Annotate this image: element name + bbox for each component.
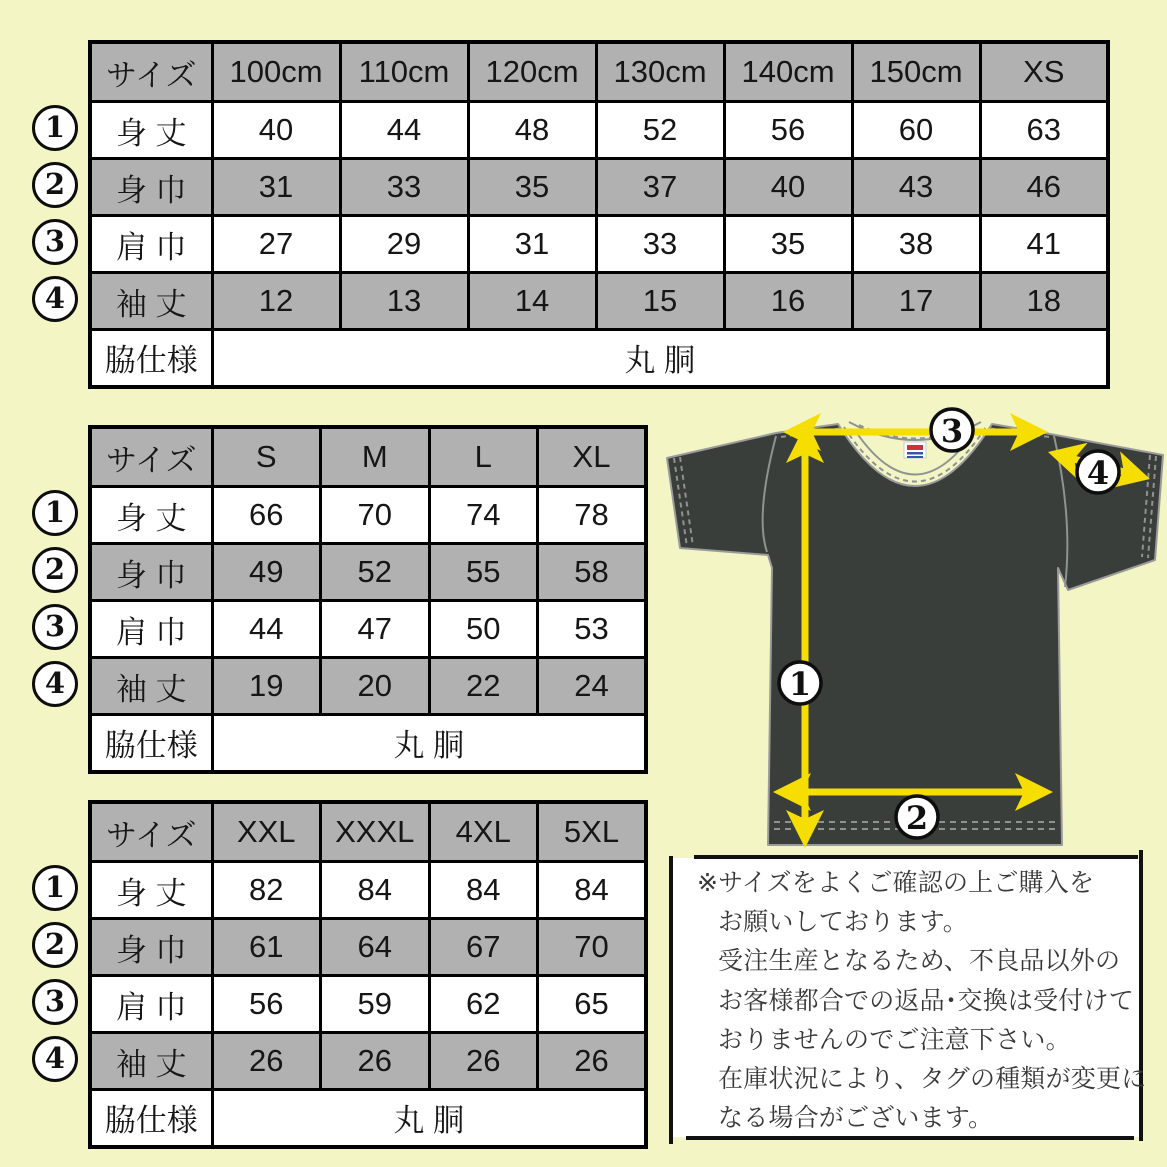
header-cell: 5XL	[538, 802, 647, 862]
row-marker-3: 3	[32, 219, 78, 265]
value-cell: 50	[429, 601, 538, 658]
row-marker-2: 2	[32, 547, 78, 593]
footer-label-cell: 脇仕様	[90, 1090, 212, 1147]
header-cell: 100cm	[212, 42, 340, 102]
value-cell: 65	[538, 976, 647, 1033]
value-cell: 40	[212, 102, 340, 159]
header-row	[90, 427, 646, 487]
footer-label-cell: 脇仕様	[90, 715, 212, 772]
row-label-cell: 袖 丈	[90, 658, 212, 715]
header-cell: XXL	[212, 802, 321, 862]
plus-size-table	[88, 800, 648, 1149]
value-cell: 78	[538, 487, 647, 544]
value-cell: 70	[321, 487, 430, 544]
value-cell: 26	[321, 1033, 430, 1090]
header-cell: サイズ	[90, 42, 212, 102]
header-cell: S	[212, 427, 321, 487]
value-cell: 59	[321, 976, 430, 1033]
row-label-cell: 身 丈	[90, 862, 212, 919]
value-cell: 84	[321, 862, 430, 919]
footer-value-cell: 丸 胴	[212, 715, 646, 772]
header-row	[90, 802, 646, 862]
marker-1	[779, 662, 821, 704]
value-cell: 66	[212, 487, 321, 544]
value-cell: 60	[852, 102, 980, 159]
value-cell: 22	[429, 658, 538, 715]
value-cell: 19	[212, 658, 321, 715]
value-cell: 58	[538, 544, 647, 601]
measure-row	[90, 862, 646, 919]
notice-line: おりませんのでご注意下さい。	[718, 1025, 1071, 1054]
value-cell: 20	[321, 658, 430, 715]
measure-row	[90, 216, 1108, 273]
value-cell: 74	[429, 487, 538, 544]
row-marker-4: 4	[32, 661, 78, 707]
marker-1-label: 1	[788, 665, 812, 703]
header-cell: 150cm	[852, 42, 980, 102]
row-marker-1: 1	[32, 865, 78, 911]
row-marker-1: 1	[32, 105, 78, 151]
row-marker-2: 2	[32, 922, 78, 968]
measure-row	[90, 976, 646, 1033]
value-cell: 35	[468, 159, 596, 216]
value-cell: 46	[980, 159, 1108, 216]
value-cell: 84	[429, 862, 538, 919]
header-cell: XL	[538, 427, 647, 487]
row-marker-3: 3	[32, 979, 78, 1025]
value-cell: 38	[852, 216, 980, 273]
notice-line: お願いしております。	[718, 908, 969, 937]
value-cell: 33	[596, 216, 724, 273]
value-cell: 31	[212, 159, 340, 216]
value-cell: 17	[852, 273, 980, 330]
marker-3-label: 3	[940, 412, 964, 450]
value-cell: 67	[429, 919, 538, 976]
row-label-cell: 身 巾	[90, 544, 212, 601]
measure-row	[90, 273, 1108, 330]
notice-line: お客様都合での返品･交換は受付けて	[718, 986, 1134, 1015]
footer-row	[90, 715, 646, 772]
value-cell: 82	[212, 862, 321, 919]
value-cell: 26	[212, 1033, 321, 1090]
header-cell: XS	[980, 42, 1108, 102]
notice-line: なる場合がございます。	[718, 1104, 994, 1133]
value-cell: 24	[538, 658, 647, 715]
header-cell: 4XL	[429, 802, 538, 862]
footer-value-cell: 丸 胴	[212, 330, 1108, 387]
value-cell: 27	[212, 216, 340, 273]
value-cell: 49	[212, 544, 321, 601]
value-cell: 48	[468, 102, 596, 159]
value-cell: 16	[724, 273, 852, 330]
header-cell: 120cm	[468, 42, 596, 102]
row-label-cell: 身 巾	[90, 159, 212, 216]
value-cell: 44	[212, 601, 321, 658]
value-cell: 63	[980, 102, 1108, 159]
row-label-cell: 袖 丈	[90, 273, 212, 330]
marker-4-label: 4	[1086, 454, 1110, 492]
row-marker-4: 4	[32, 1036, 78, 1082]
brand-tag-icon	[904, 442, 926, 458]
value-cell: 56	[212, 976, 321, 1033]
value-cell: 61	[212, 919, 321, 976]
header-row	[90, 42, 1108, 102]
value-cell: 53	[538, 601, 647, 658]
value-cell: 14	[468, 273, 596, 330]
row-marker-3: 3	[32, 604, 78, 650]
row-label-cell: 肩 巾	[90, 216, 212, 273]
row-label-cell: 身 丈	[90, 487, 212, 544]
value-cell: 62	[429, 976, 538, 1033]
marker-3	[931, 409, 973, 451]
marker-2	[896, 796, 938, 838]
row-label-cell: 身 丈	[90, 102, 212, 159]
value-cell: 40	[724, 159, 852, 216]
value-cell: 35	[724, 216, 852, 273]
measure-row	[90, 919, 646, 976]
value-cell: 47	[321, 601, 430, 658]
plus-size-table	[88, 800, 648, 1149]
value-cell: 55	[429, 544, 538, 601]
measure-row	[90, 1033, 646, 1090]
value-cell: 41	[980, 216, 1108, 273]
row-label-cell: 身 巾	[90, 919, 212, 976]
measure-row	[90, 487, 646, 544]
value-cell: 31	[468, 216, 596, 273]
value-cell: 44	[340, 102, 468, 159]
row-label-cell: 肩 巾	[90, 601, 212, 658]
notice-border-top	[694, 855, 1138, 859]
header-cell: XXXL	[321, 802, 430, 862]
value-cell: 12	[212, 273, 340, 330]
footer-row	[90, 330, 1108, 387]
value-cell: 18	[980, 273, 1108, 330]
header-cell: 140cm	[724, 42, 852, 102]
measure-row	[90, 658, 646, 715]
value-cell: 84	[538, 862, 647, 919]
notice-line: 在庫状況により、タグの種類が変更に	[718, 1065, 1147, 1094]
value-cell: 37	[596, 159, 724, 216]
marker-4	[1077, 451, 1119, 493]
footer-row	[90, 1090, 646, 1147]
notice-text	[697, 864, 1147, 1138]
notice-line: 受注生産となるため、不良品以外の	[718, 947, 1121, 976]
kids-size-table	[88, 40, 1110, 389]
value-cell: 15	[596, 273, 724, 330]
kids-size-table	[88, 40, 1110, 389]
value-cell: 33	[340, 159, 468, 216]
row-marker-2: 2	[32, 162, 78, 208]
value-cell: 26	[538, 1033, 647, 1090]
adult-size-table	[88, 425, 648, 774]
footer-label-cell: 脇仕様	[90, 330, 212, 387]
row-label-cell: 肩 巾	[90, 976, 212, 1033]
header-cell: サイズ	[90, 802, 212, 862]
row-marker-1: 1	[32, 490, 78, 536]
value-cell: 56	[724, 102, 852, 159]
value-cell: 52	[321, 544, 430, 601]
measure-row	[90, 102, 1108, 159]
value-cell: 64	[321, 919, 430, 976]
measure-row	[90, 159, 1108, 216]
header-cell: L	[429, 427, 538, 487]
measure-row	[90, 544, 646, 601]
adult-size-table	[88, 425, 648, 774]
header-cell: 130cm	[596, 42, 724, 102]
tshirt-diagram	[663, 398, 1167, 862]
row-label-cell: 袖 丈	[90, 1033, 212, 1090]
notice-line: ※サイズをよくご確認の上ご購入を	[697, 869, 1095, 897]
notice-border-left	[669, 856, 673, 1144]
value-cell: 29	[340, 216, 468, 273]
value-cell: 52	[596, 102, 724, 159]
header-cell: M	[321, 427, 430, 487]
value-cell: 13	[340, 273, 468, 330]
value-cell: 43	[852, 159, 980, 216]
measure-row	[90, 601, 646, 658]
marker-2-label: 2	[905, 799, 929, 837]
value-cell: 26	[429, 1033, 538, 1090]
header-cell: サイズ	[90, 427, 212, 487]
value-cell: 70	[538, 919, 647, 976]
header-cell: 110cm	[340, 42, 468, 102]
row-marker-4: 4	[32, 276, 78, 322]
footer-value-cell: 丸 胴	[212, 1090, 646, 1147]
